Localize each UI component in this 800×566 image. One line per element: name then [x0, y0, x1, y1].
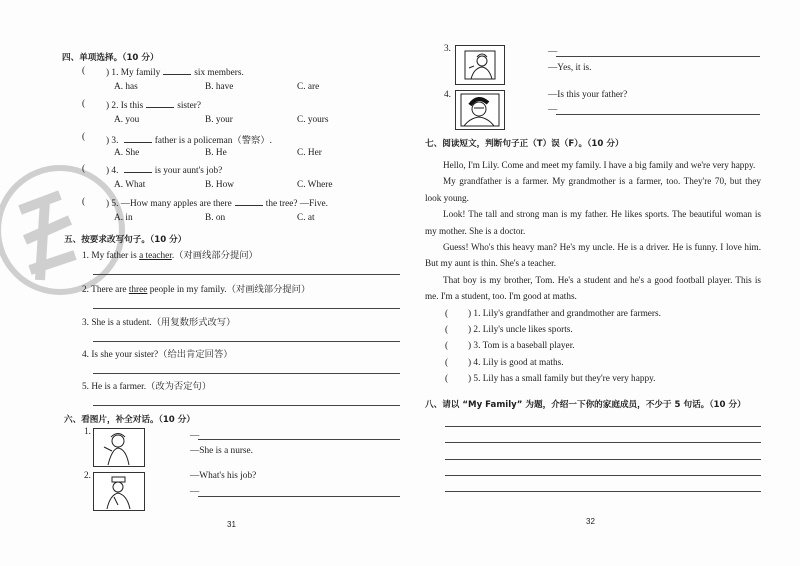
statement-text: Lily has a small family but they're very happy. [482, 374, 656, 384]
tf-statement-1 [468, 309, 661, 319]
passage-paragraph: Guess! Who's this heavy man? He's my uncle. He is a driver. He is funny. I love him. But my aunt is thin. She's a teacher. [425, 242, 761, 269]
passage-paragraph: My grandfather is a farmer. My grandmother is a farmer, too. They're 70, but they look young. [425, 176, 761, 203]
question-text-post: sister? [177, 101, 201, 111]
option-b: B. He [205, 148, 227, 158]
dialog-line: —What's his job? [190, 471, 257, 481]
option-c: C. yours [297, 115, 329, 125]
passage-paragraph: That boy is my brother, Tom. He's a student and he's a good football player. This is me. I'm a student, too. I'm good at maths. [425, 274, 761, 302]
option-c: C. are [297, 82, 320, 92]
answer-line[interactable] [93, 274, 400, 275]
answer-paren[interactable]: ( [445, 358, 449, 368]
item-text: My father is [91, 251, 140, 261]
dialog-num: 3. [444, 44, 451, 54]
question-text-post: father is a policeman（警察）. [154, 136, 272, 146]
option-b: B. on [205, 213, 226, 223]
dialog-num: 2. [84, 471, 91, 481]
question-1 [106, 66, 244, 78]
writing-line[interactable] [445, 442, 761, 443]
father-picture [455, 90, 505, 130]
question-5 [106, 197, 328, 209]
option-c: C. Her [297, 148, 322, 158]
question-3 [106, 132, 272, 146]
answer-line[interactable] [556, 114, 760, 115]
tf-statement-2 [468, 325, 573, 335]
underlined-text: three [128, 285, 148, 295]
item-number: 4. [82, 350, 89, 360]
page-number: 32 [586, 517, 595, 526]
answer-line[interactable] [556, 56, 760, 57]
item-instruction: .（对画线部分提问） [171, 251, 258, 261]
question-text-post: six members. [194, 68, 244, 78]
dialog-dash: — [190, 431, 200, 441]
answer-paren[interactable]: ( [82, 197, 86, 207]
answer-paren[interactable]: ( [82, 164, 86, 174]
item-number: 2. [82, 285, 89, 295]
dialog-num: 1. [84, 427, 91, 437]
answer-line[interactable] [198, 439, 400, 440]
question-text-post: is your aunt's job? [154, 166, 223, 176]
question-number: ) 5. [106, 199, 119, 209]
option-b: B. your [205, 115, 233, 125]
answer-paren[interactable]: ( [82, 132, 86, 142]
answer-line[interactable] [93, 308, 400, 309]
answer-line[interactable] [93, 373, 400, 374]
question-text-pre: My family [120, 68, 161, 78]
statement-text: Lily is good at maths. [482, 358, 564, 368]
rewrite-item-3 [82, 314, 235, 328]
writing-line[interactable] [445, 426, 761, 427]
passage-paragraph: Hello, I'm Lily. Come and meet my family. I have a big family and we're very happy. [443, 160, 756, 170]
question-number: ) 2. [106, 101, 119, 111]
answer-paren[interactable]: ( [445, 325, 449, 335]
boy-picture [455, 45, 505, 85]
option-c: C. at [297, 213, 315, 223]
dialog-dash: — [548, 47, 558, 57]
rewrite-item-5 [82, 378, 211, 392]
option-a: A. What [114, 180, 146, 190]
item-text: Is she your sister?（给出肯定回答） [91, 350, 233, 360]
nurse-picture [93, 428, 145, 467]
statement-text: Tom is a baseball player. [482, 341, 575, 351]
answer-paren[interactable]: ( [445, 309, 449, 319]
option-a: A. She [114, 148, 140, 158]
option-a: A. in [114, 213, 133, 223]
statement-text: Lily's grandfather and grandmother are farmers. [482, 309, 661, 319]
page-number: 31 [227, 520, 236, 529]
item-text: She is a student.（用复数形式改写） [91, 318, 236, 328]
dialog-line: —Is this your father? [548, 90, 628, 100]
rewrite-item-2 [82, 281, 310, 295]
dialog-num: 4. [444, 90, 451, 100]
item-number: 1. [82, 251, 89, 261]
underlined-text: a teacher [139, 251, 172, 261]
section4-title: 四、单项选择。（10 分） [62, 53, 159, 63]
statement-number: ) 1. [468, 309, 481, 319]
tf-statement-5 [468, 374, 656, 384]
passage-paragraph: Look! The tall and strong man is my father. He likes sports. The beautiful woman is my mother. She is a doctor. [425, 209, 761, 236]
reading-passage [425, 157, 761, 305]
blank [163, 66, 191, 75]
question-number: ) 1. [106, 68, 119, 78]
answer-paren[interactable]: ( [82, 66, 86, 76]
tf-statement-3 [468, 341, 575, 351]
question-text-pre: —How many apples are there [120, 199, 232, 209]
blank [235, 197, 263, 206]
question-2 [106, 99, 201, 111]
item-text: He is a farmer.（改为否定句） [91, 382, 212, 392]
dialog-dash: — [548, 105, 558, 115]
option-a: A. has [114, 82, 138, 92]
statement-number: ) 3. [468, 341, 481, 351]
dialog-dash: — [190, 487, 200, 497]
writing-line[interactable] [445, 459, 761, 460]
option-b: B. have [205, 82, 234, 92]
question-text-post: the tree? —Five. [265, 199, 328, 209]
answer-line[interactable] [93, 405, 400, 406]
question-text-pre: Is this [120, 101, 144, 111]
question-number: ) 3. [106, 136, 119, 146]
dialog-line: —She is a nurse. [190, 446, 254, 456]
option-c: C. Where [297, 180, 333, 190]
blank [124, 134, 152, 143]
item-instruction: people in my family.（对画线部分提问） [147, 285, 311, 295]
answer-line[interactable] [198, 496, 400, 497]
writing-line[interactable] [445, 491, 761, 492]
statement-number: ) 4. [468, 358, 481, 368]
section8-title: 八、请以 “My Family” 为题，介绍一下你的家庭成员，不少于 5 句话。（10 分） [425, 400, 746, 410]
doctor-picture [93, 472, 145, 511]
question-number: ) 4. [106, 166, 119, 176]
answer-paren[interactable]: ( [445, 374, 449, 384]
section5-title: 五、按要求改写句子。（10 分） [64, 235, 187, 245]
question-4 [106, 164, 222, 176]
item-number: 3. [82, 318, 89, 328]
blank [124, 164, 152, 173]
blank [146, 99, 174, 108]
writing-line[interactable] [445, 475, 761, 476]
statement-text: Lily's uncle likes sports. [482, 325, 573, 335]
option-a: A. you [114, 115, 140, 125]
item-text: There are [91, 285, 129, 295]
item-number: 5. [82, 382, 89, 392]
section7-title: 七、阅读短文，判断句子正（T）误（F）。（10 分） [425, 139, 624, 149]
statement-number: ) 2. [468, 325, 481, 335]
answer-line[interactable] [93, 341, 400, 342]
statement-number: ) 5. [468, 374, 481, 384]
rewrite-item-4 [82, 346, 233, 360]
section6-title: 六、看图片，补全对话。（10 分） [64, 415, 195, 425]
answer-paren[interactable]: ( [445, 341, 449, 351]
tf-statement-4 [468, 358, 564, 368]
dialog-line: —Yes, it is. [548, 63, 592, 73]
answer-paren[interactable]: ( [82, 99, 86, 109]
option-b: B. How [205, 180, 234, 190]
rewrite-item-1 [82, 247, 258, 261]
